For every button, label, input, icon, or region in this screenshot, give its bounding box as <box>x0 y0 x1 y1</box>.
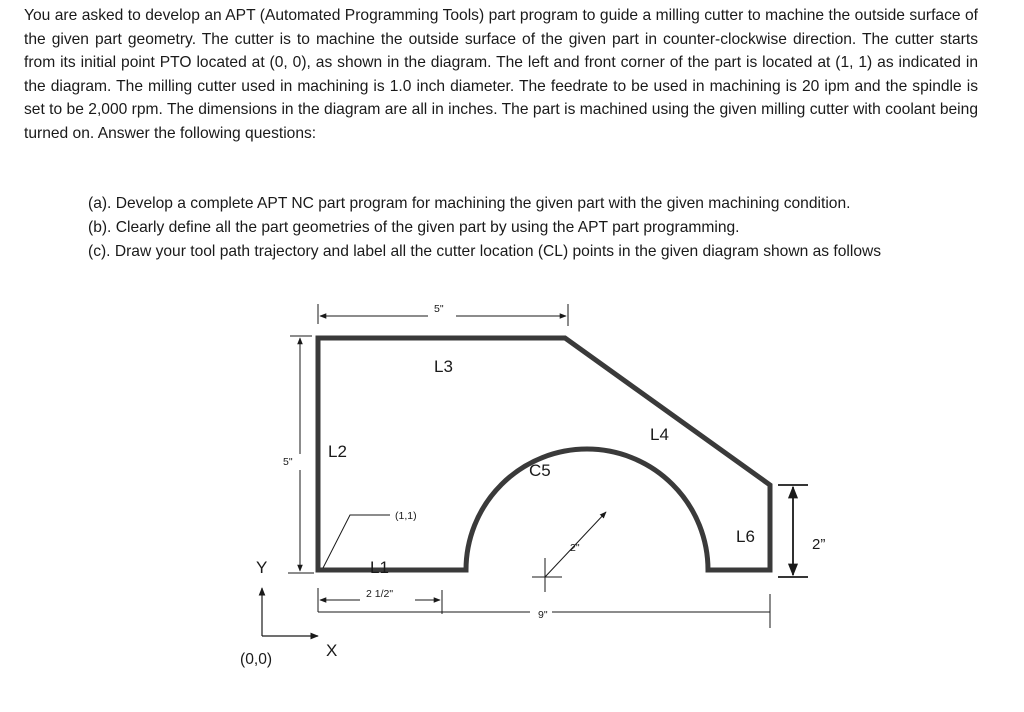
label-l3: L3 <box>434 357 453 376</box>
label-c5: C5 <box>529 461 551 480</box>
dim-radius-label: 2" <box>570 542 580 554</box>
dim-bottom-short-label: 2 1/2" <box>366 588 394 600</box>
problem-statement: You are asked to develop an APT (Automated Programming Tools) part program to guide a milling cutter to machine the outside surface of the given part geometry. The cutter is to machine the outside surface of the given part in counter-clockwise direction. The cutter starts from its initial point PTO located at (0, 0), as shown in the diagram. The left and front corner of the part is located at (1, 1) as indicated in the diagram. The milling cutter used in machining is 1.0 inch diameter. The feedrate to be used in machining is 20 ipm and the spindle is set to be 2,000 rpm. The dimensions in the diagram are all in inches. The part is machined using the given milling cutter with coolant being turned on. Answer the following questions: <box>24 7 978 142</box>
question-a: (a). Develop a complete APT NC part program for machining the given part with the given machining condition. <box>88 195 851 212</box>
dim-left-label: 5" <box>283 456 293 468</box>
label-l4: L4 <box>650 425 669 444</box>
dim-left <box>290 336 312 573</box>
part-outline <box>318 338 770 570</box>
axis-y-label: Y <box>256 558 268 577</box>
arc-center-mark <box>532 512 606 592</box>
label-l2: L2 <box>328 442 347 461</box>
label-l1: L1 <box>370 558 389 577</box>
question-c: (c). Draw your tool path trajectory and label all the cutter location (CL) points in the given diagram shown as follows <box>88 243 882 260</box>
origin-label: (0,0) <box>240 651 273 668</box>
axis-x-label: X <box>326 641 338 660</box>
corner-label: (1,1) <box>395 510 417 522</box>
dim-bottom-long-label: 9" <box>538 609 548 621</box>
dim-right-label: 2” <box>812 536 826 553</box>
dim-top-label: 5" <box>434 303 444 315</box>
label-l6: L6 <box>736 527 755 546</box>
dim-right <box>778 485 808 577</box>
coordinate-axes <box>262 588 318 636</box>
question-b: (b). Clearly define all the part geometries of the given part by using the APT part programming. <box>88 219 740 236</box>
